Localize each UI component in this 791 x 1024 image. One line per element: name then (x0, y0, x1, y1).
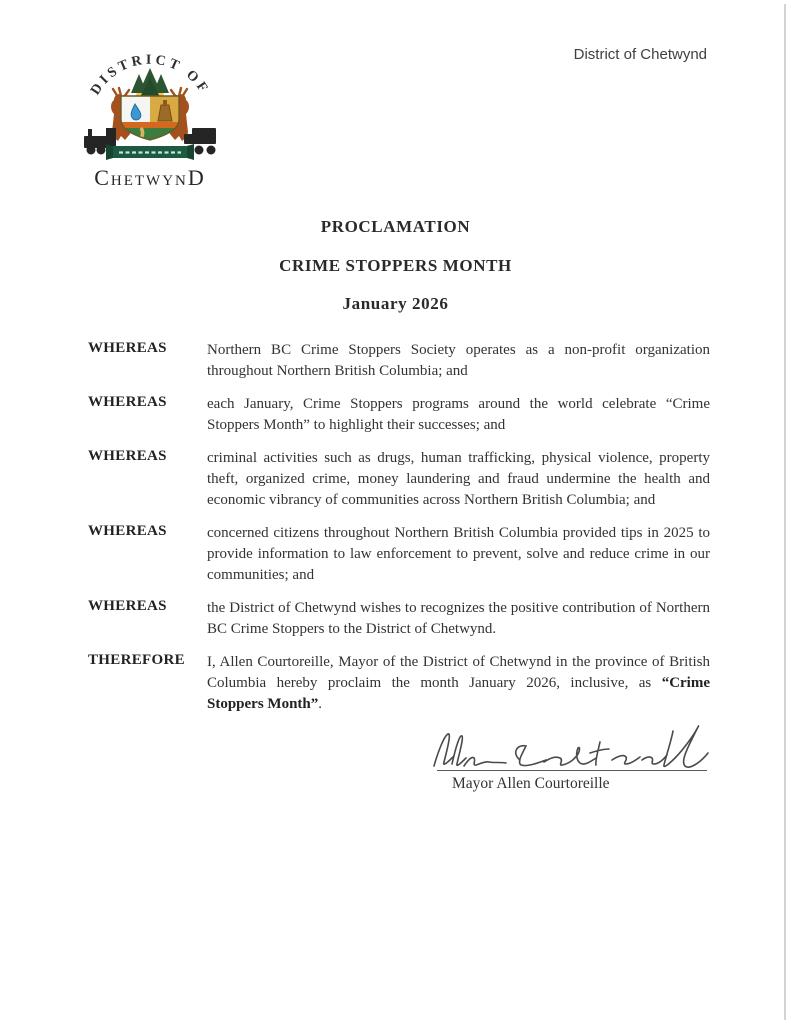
crest-icon (82, 48, 218, 164)
scan-edge-artifact (784, 4, 786, 1020)
clause-label: WHEREAS (88, 523, 167, 539)
district-of-chetwynd-logo (82, 48, 218, 191)
motto-banner (106, 144, 194, 160)
therefore-text (207, 652, 710, 715)
orange-band (121, 122, 179, 128)
clause-label: WHEREAS (88, 340, 167, 356)
therefore-row (88, 652, 710, 715)
therefore-tail: . (318, 696, 323, 712)
clause-row (88, 448, 710, 511)
date-line: January 2026 (342, 294, 449, 313)
clause-row (88, 598, 710, 640)
signature-printed-name: Mayor Allen Courtoreille (452, 775, 610, 792)
clause-label: WHEREAS (88, 394, 167, 410)
clause-label: WHEREAS (88, 598, 167, 614)
crest-arc-text: DISTRICT OF (88, 52, 212, 98)
page-subtitle: CRIME STOPPERS MONTH (279, 256, 512, 275)
therefore-label: THEREFORE (88, 652, 185, 668)
handwritten-signature (428, 724, 713, 774)
clause-text: each January, Crime Stoppers programs around the world celebrate “Crime Stoppers Month” to highlight their successes; and (207, 396, 710, 433)
corner-header: District of Chetwynd (573, 46, 707, 63)
signature-line (437, 770, 707, 771)
clause-row (88, 394, 710, 436)
clause-text: concerned citizens throughout Northern British Columbia provided tips in 2025 to provide information to law enforcement to prevent, solve and reduce crime in our communities; and (207, 525, 710, 583)
clause-row (88, 523, 710, 586)
chetwynd-wordmark: ChetwynD (94, 165, 206, 190)
trees-icon (131, 68, 169, 97)
clause-row (88, 340, 710, 382)
clause-text: the District of Chetwynd wishes to recognizes the positive contribution of Northern BC Crime Stoppers to the District of Chetwynd. (207, 600, 710, 637)
green-field (121, 128, 179, 141)
page-title: PROCLAMATION (320, 217, 471, 236)
therefore-lead: I, Allen Courtoreille, Mayor of the District of Chetwynd in the province of British Columbia hereby proclaim the month January 2026, inclusive, as (207, 654, 710, 691)
clause-text: Northern BC Crime Stoppers Society operates as a non-profit organization throughout Northern British Columbia; and (207, 342, 710, 379)
clause-label: WHEREAS (88, 448, 167, 464)
clause-text: criminal activities such as drugs, human trafficking, physical violence, property theft, organized crime, money laundering and fraud undermine the health and economic vibrancy of communities across Northern British Columbia; and (207, 450, 710, 508)
therefore-emphasis: “Crime Stoppers Month” (207, 675, 710, 712)
clause-list (88, 340, 710, 727)
